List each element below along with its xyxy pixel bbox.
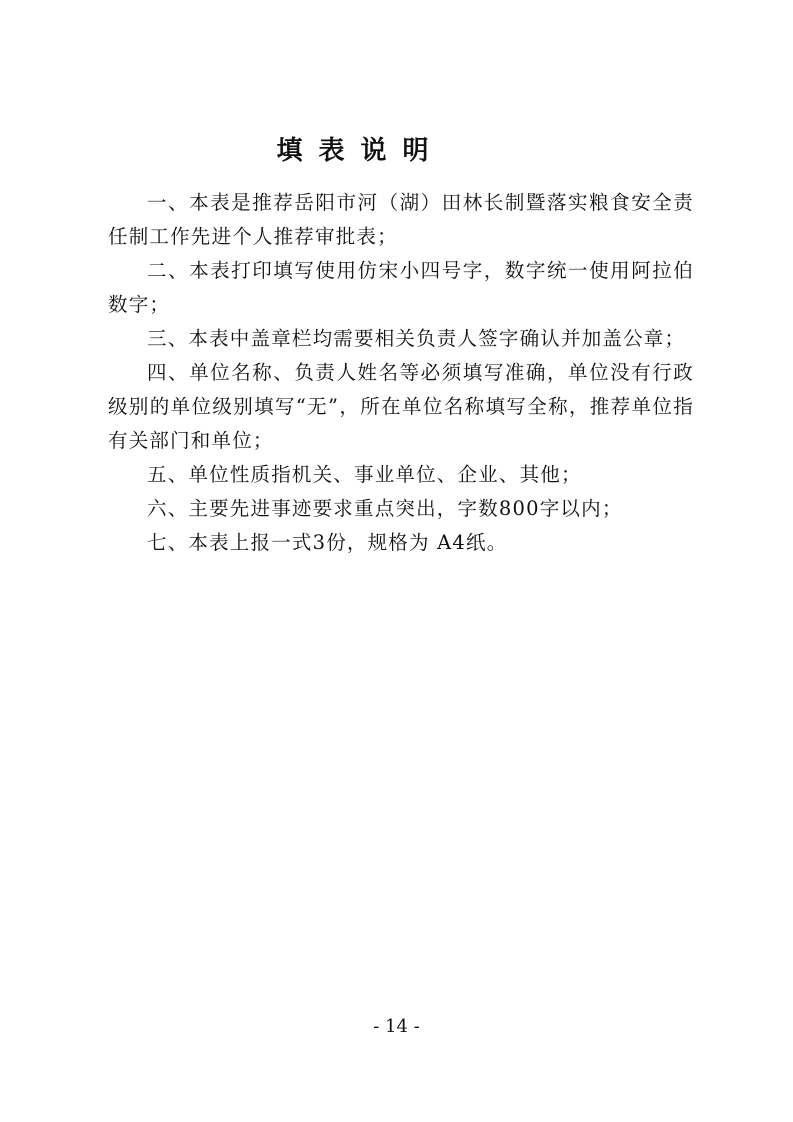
instruction-item-2: 二、本表打印填写使用仿宋小四号字，数字统一使用阿拉伯数字； bbox=[108, 259, 694, 316]
page-title bbox=[0, 130, 793, 167]
instruction-item-1: 一、本表是推荐岳阳市河（湖）田林长制暨落实粮食安全责任制工作先进个人推荐审批表； bbox=[108, 191, 694, 248]
instruction-item-6: 六、主要先进事迹要求重点突出，字数800字以内； bbox=[147, 497, 623, 520]
instructions-body bbox=[108, 186, 694, 560]
instruction-item-5: 五、单位性质指机关、事业单位、企业、其他； bbox=[147, 463, 582, 486]
page-title-text: 填表说明 bbox=[276, 136, 445, 166]
page-number: - 14 - bbox=[373, 1016, 420, 1037]
instruction-item-3: 三、本表中盖章栏均需要相关负责人签字确认并加盖公章； bbox=[147, 327, 686, 350]
instruction-item-7: 七、本表上报一式3份，规格为 A4纸。 bbox=[147, 531, 508, 554]
instruction-item-4: 四、单位名称、负责人姓名等必须填写准确，单位没有行政级别的单位级别填写“无”，所在单位名称填写全称，推荐单位指有关部门和单位； bbox=[108, 361, 694, 452]
